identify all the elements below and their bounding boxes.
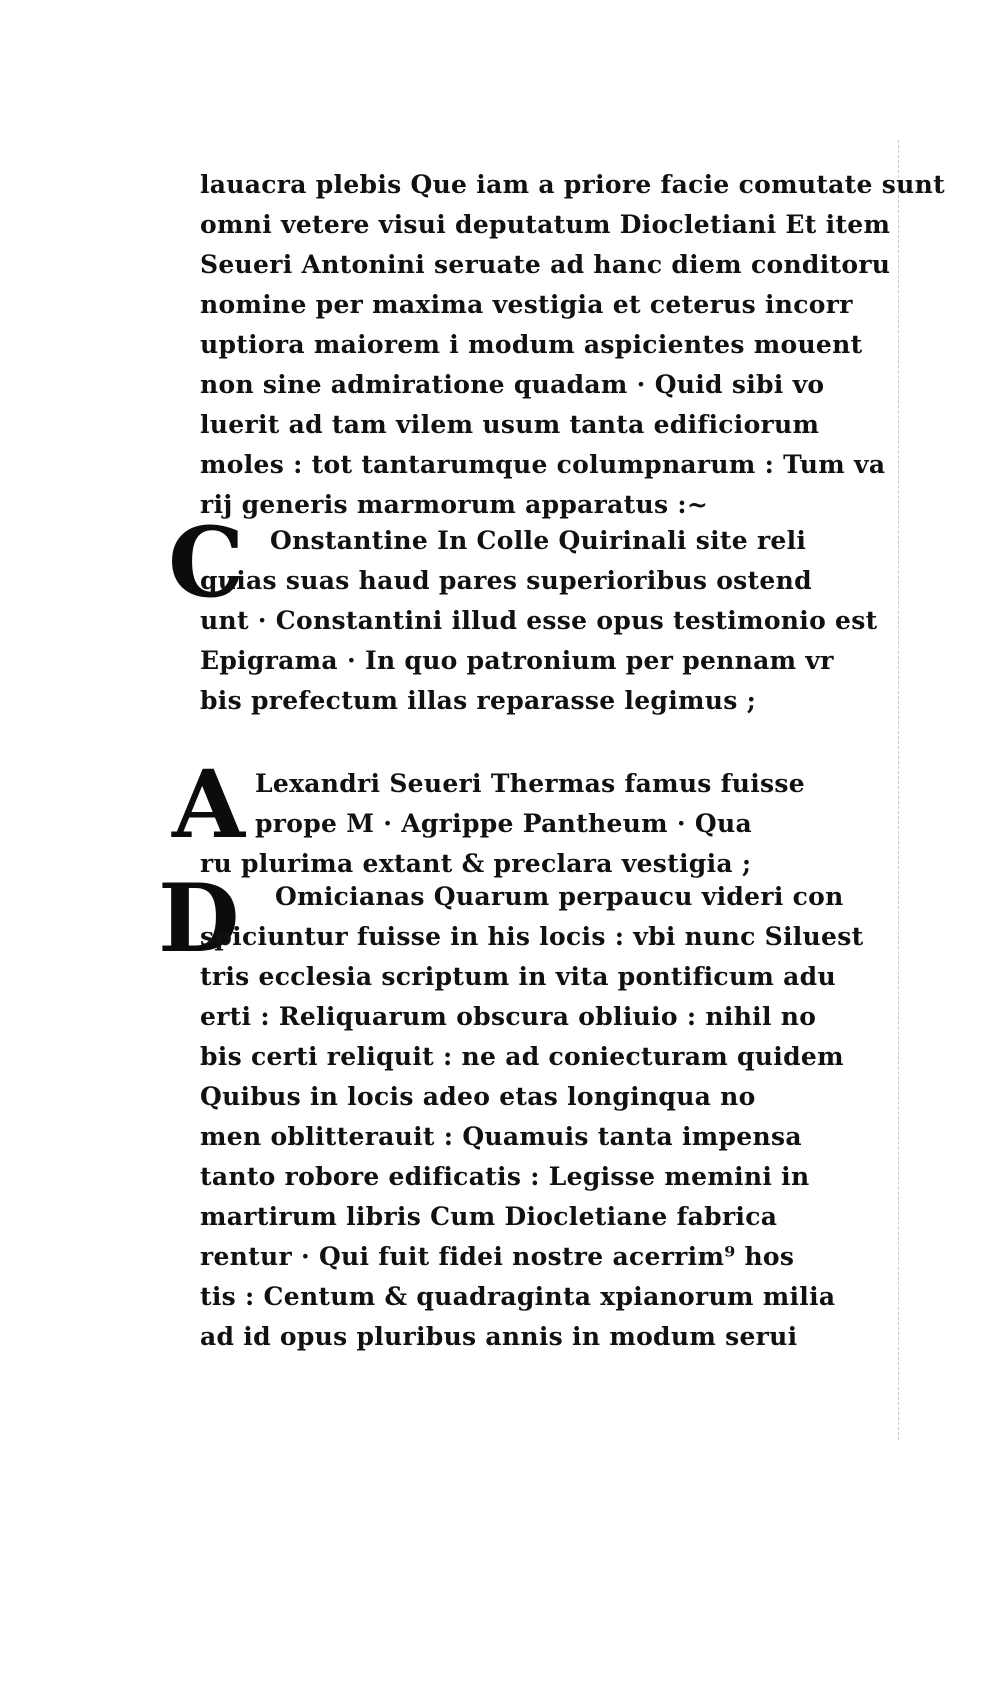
text-line: martirum libris Cum Diocletiane fabrica: [200, 1202, 778, 1231]
paragraph-1: [200, 165, 945, 525]
text-line: non sine admiratione quadam · Quid sibi vo: [200, 370, 825, 399]
paragraph-4: [200, 877, 940, 1357]
decorated-initial-a: A: [172, 750, 243, 860]
text-line: tis : Centum & quadraginta xpianorum milia: [200, 1282, 836, 1311]
text-line: rentur · Qui fuit fidei nostre acerrim⁹ hos: [200, 1242, 795, 1271]
text-line: erti : Reliquarum obscura obliuio : nihil no: [200, 1002, 817, 1031]
text-line: rij generis marmorum apparatus :~: [200, 490, 709, 519]
decorated-initial-c: C: [168, 506, 243, 619]
text-line: tris ecclesia scriptum in vita pontificum adu: [200, 962, 836, 991]
text-line: omni vetere visui deputatum Diocletiani Et item: [200, 210, 891, 239]
text-line: tanto robore edificatis : Legisse memini in: [200, 1162, 810, 1191]
paragraph-2: [200, 521, 940, 721]
text-line: unt · Constantini illud esse opus testimonio est: [200, 606, 878, 635]
text-line: Omicianas Quarum perpaucu videri con: [275, 882, 844, 911]
text-line: quias suas haud pares superioribus ostend: [200, 566, 812, 595]
text-line: spiciuntur fuisse in his locis : vbi nunc Siluest: [200, 922, 864, 951]
text-line: Seueri Antonini seruate ad hanc diem conditoru: [200, 250, 891, 279]
text-line: Lexandri Seueri Thermas famus fuisse: [255, 769, 805, 798]
text-line: bis certi reliquit : ne ad coniecturam quidem: [200, 1042, 844, 1071]
text-line: lauacra plebis Que iam a priore facie comutate sunt: [200, 170, 945, 199]
paragraph-3: [200, 764, 940, 884]
text-line: ad id opus pluribus annis in modum serui: [200, 1322, 798, 1351]
text-line: luerit ad tam vilem usum tanta edificiorum: [200, 410, 820, 439]
text-line: Epigrama · In quo patronium per pennam vr: [200, 646, 834, 675]
text-line: men oblitterauit : Quamuis tanta impensa: [200, 1122, 802, 1151]
text-line: Onstantine In Colle Quirinali site reli: [270, 526, 807, 555]
text-line: Quibus in locis adeo etas longinqua no: [200, 1082, 756, 1111]
text-line: prope M · Agrippe Pantheum · Qua: [255, 809, 752, 838]
text-line: nomine per maxima vestigia et ceterus incorr: [200, 290, 853, 319]
text-line: bis prefectum illas reparasse legimus ;: [200, 686, 757, 715]
text-line: moles : tot tantarumque columpnarum : Tum va: [200, 450, 886, 479]
text-line: uptiora maiorem i modum aspicientes mouent: [200, 330, 863, 359]
text-line: ru plurima extant & preclara vestigia ;: [200, 849, 752, 878]
decorated-initial-d: D: [158, 864, 238, 974]
